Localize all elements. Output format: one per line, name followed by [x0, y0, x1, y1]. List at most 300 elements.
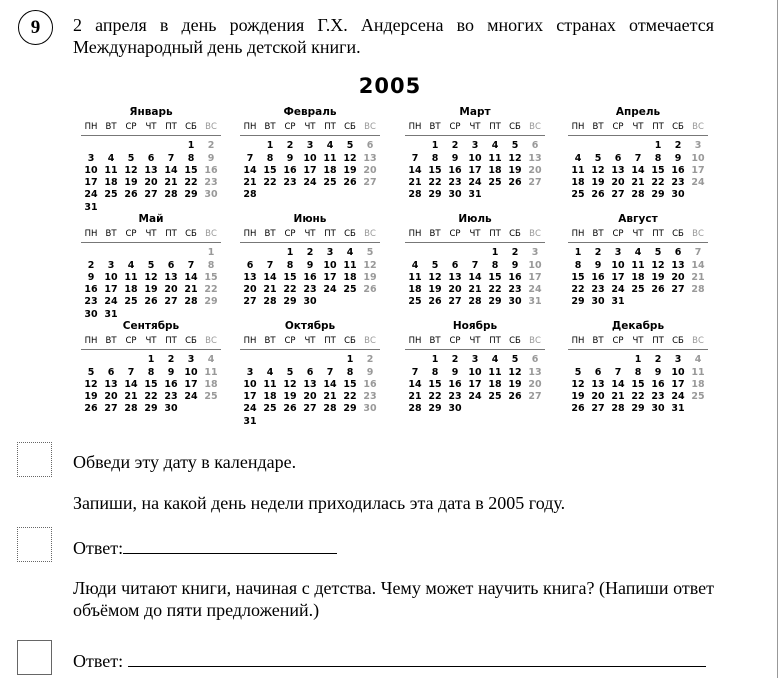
day-cell[interactable]: 16: [283, 164, 297, 176]
day-cell[interactable]: 19: [283, 391, 297, 403]
day-cell[interactable]: 22: [283, 284, 297, 296]
day-cell[interactable]: 5: [511, 140, 519, 152]
day-cell[interactable]: 15: [144, 378, 158, 390]
day-cell[interactable]: 29: [651, 189, 665, 201]
day-cell[interactable]: 23: [164, 391, 178, 403]
day-cell[interactable]: 22: [204, 284, 218, 296]
day-cell[interactable]: 11: [488, 152, 502, 164]
day-cell[interactable]: 19: [343, 164, 357, 176]
day-cell[interactable]: 4: [346, 247, 354, 259]
day-cell[interactable]: 24: [671, 391, 685, 403]
day-cell[interactable]: 6: [614, 152, 622, 164]
day-cell[interactable]: 24: [84, 189, 98, 201]
day-cell[interactable]: 26: [651, 284, 665, 296]
day-cell[interactable]: 17: [243, 391, 257, 403]
day-cell[interactable]: 14: [631, 164, 645, 176]
day-cell[interactable]: 15: [488, 271, 502, 283]
day-cell[interactable]: 9: [451, 152, 459, 164]
day-cell[interactable]: 8: [187, 152, 195, 164]
day-cell[interactable]: 25: [488, 391, 502, 403]
day-cell[interactable]: 21: [408, 177, 422, 189]
day-cell[interactable]: 12: [508, 152, 522, 164]
day-cell[interactable]: 24: [323, 284, 337, 296]
day-cell[interactable]: 24: [468, 177, 482, 189]
day-cell[interactable]: 6: [531, 354, 539, 366]
day-cell[interactable]: 30: [671, 189, 685, 201]
day-cell[interactable]: 5: [574, 366, 582, 378]
day-cell[interactable]: 20: [363, 164, 377, 176]
day-cell[interactable]: 29: [488, 296, 502, 308]
day-cell[interactable]: 31: [243, 415, 257, 427]
day-cell[interactable]: 31: [611, 296, 625, 308]
day-cell[interactable]: 20: [104, 391, 118, 403]
day-cell[interactable]: 2: [451, 140, 459, 152]
day-cell[interactable]: 28: [611, 403, 625, 415]
day-cell[interactable]: 6: [246, 259, 254, 271]
day-cell[interactable]: 5: [511, 354, 519, 366]
day-cell[interactable]: 17: [611, 271, 625, 283]
day-cell[interactable]: 28: [323, 403, 337, 415]
day-cell[interactable]: 27: [144, 189, 158, 201]
day-cell[interactable]: 8: [266, 152, 274, 164]
day-cell[interactable]: 17: [323, 271, 337, 283]
day-cell[interactable]: 13: [243, 271, 257, 283]
day-cell[interactable]: 14: [468, 271, 482, 283]
day-cell[interactable]: 16: [84, 284, 98, 296]
day-cell[interactable]: 19: [508, 164, 522, 176]
day-cell[interactable]: 17: [104, 284, 118, 296]
day-cell[interactable]: 31: [104, 308, 118, 320]
day-cell[interactable]: 27: [671, 284, 685, 296]
day-cell[interactable]: 23: [363, 391, 377, 403]
day-cell[interactable]: 1: [491, 247, 499, 259]
day-cell[interactable]: 10: [104, 271, 118, 283]
day-cell[interactable]: 19: [124, 177, 138, 189]
day-cell[interactable]: 4: [266, 366, 274, 378]
day-cell[interactable]: 3: [694, 140, 702, 152]
day-cell[interactable]: 29: [631, 403, 645, 415]
day-cell[interactable]: 3: [246, 366, 254, 378]
day-cell[interactable]: 21: [124, 391, 138, 403]
day-cell[interactable]: 21: [631, 177, 645, 189]
day-cell[interactable]: 14: [408, 378, 422, 390]
day-cell[interactable]: 13: [591, 378, 605, 390]
day-cell[interactable]: 17: [303, 164, 317, 176]
day-cell[interactable]: 29: [343, 403, 357, 415]
day-cell[interactable]: 22: [428, 177, 442, 189]
day-cell[interactable]: 22: [651, 177, 665, 189]
day-cell[interactable]: 20: [611, 177, 625, 189]
day-cell[interactable]: 1: [574, 247, 582, 259]
day-cell[interactable]: 14: [408, 164, 422, 176]
day-cell[interactable]: 14: [263, 271, 277, 283]
day-cell[interactable]: 6: [306, 366, 314, 378]
day-cell[interactable]: 11: [631, 259, 645, 271]
day-cell[interactable]: 8: [431, 152, 439, 164]
day-cell[interactable]: 24: [243, 403, 257, 415]
day-cell[interactable]: 31: [84, 201, 98, 213]
day-cell[interactable]: 12: [84, 378, 98, 390]
day-cell[interactable]: 18: [204, 378, 218, 390]
day-cell[interactable]: 2: [306, 247, 314, 259]
day-cell[interactable]: 10: [323, 259, 337, 271]
day-cell[interactable]: 19: [84, 391, 98, 403]
day-cell[interactable]: 8: [431, 366, 439, 378]
day-cell[interactable]: 23: [508, 284, 522, 296]
day-cell[interactable]: 25: [104, 189, 118, 201]
day-cell[interactable]: 25: [124, 296, 138, 308]
day-cell[interactable]: 30: [204, 189, 218, 201]
day-cell[interactable]: 28: [243, 189, 257, 201]
day-cell[interactable]: 8: [634, 366, 642, 378]
day-cell[interactable]: 27: [303, 403, 317, 415]
day-cell[interactable]: 21: [243, 177, 257, 189]
day-cell[interactable]: 10: [468, 152, 482, 164]
day-cell[interactable]: 5: [147, 259, 155, 271]
day-cell[interactable]: 30: [448, 189, 462, 201]
day-cell[interactable]: 25: [631, 284, 645, 296]
day-cell[interactable]: 2: [511, 247, 519, 259]
day-cell[interactable]: 13: [164, 271, 178, 283]
day-cell[interactable]: 16: [448, 378, 462, 390]
day-cell[interactable]: 22: [631, 391, 645, 403]
day-cell[interactable]: 15: [428, 378, 442, 390]
day-cell[interactable]: 23: [651, 391, 665, 403]
day-cell[interactable]: 28: [631, 189, 645, 201]
day-cell[interactable]: 29: [184, 189, 198, 201]
day-cell[interactable]: 10: [468, 366, 482, 378]
day-cell[interactable]: 13: [303, 378, 317, 390]
day-cell[interactable]: 21: [611, 391, 625, 403]
day-cell[interactable]: 18: [488, 164, 502, 176]
day-cell[interactable]: 29: [144, 403, 158, 415]
day-cell[interactable]: 15: [184, 164, 198, 176]
day-cell[interactable]: 6: [594, 366, 602, 378]
day-cell[interactable]: 7: [411, 366, 419, 378]
day-cell[interactable]: 10: [243, 378, 257, 390]
day-cell[interactable]: 30: [164, 403, 178, 415]
day-cell[interactable]: 18: [571, 177, 585, 189]
day-cell[interactable]: 27: [243, 296, 257, 308]
day-cell[interactable]: 2: [366, 354, 374, 366]
day-cell[interactable]: 10: [611, 259, 625, 271]
day-cell[interactable]: 9: [167, 366, 175, 378]
day-cell[interactable]: 10: [184, 366, 198, 378]
day-cell[interactable]: 30: [651, 403, 665, 415]
day-cell[interactable]: 25: [488, 177, 502, 189]
day-cell[interactable]: 2: [286, 140, 294, 152]
day-cell[interactable]: 2: [451, 354, 459, 366]
day-cell[interactable]: 15: [428, 164, 442, 176]
day-cell[interactable]: 9: [286, 152, 294, 164]
day-cell[interactable]: 7: [266, 259, 274, 271]
day-cell[interactable]: 14: [184, 271, 198, 283]
day-cell[interactable]: 11: [408, 271, 422, 283]
day-cell[interactable]: 14: [691, 259, 705, 271]
day-cell[interactable]: 19: [363, 271, 377, 283]
day-cell[interactable]: 3: [107, 259, 115, 271]
day-cell[interactable]: 28: [408, 403, 422, 415]
day-cell[interactable]: 8: [346, 366, 354, 378]
day-cell[interactable]: 7: [326, 366, 334, 378]
day-cell[interactable]: 22: [144, 391, 158, 403]
day-cell[interactable]: 18: [323, 164, 337, 176]
day-cell[interactable]: 28: [408, 189, 422, 201]
day-cell[interactable]: 11: [323, 152, 337, 164]
day-cell[interactable]: 18: [691, 378, 705, 390]
day-cell[interactable]: 16: [671, 164, 685, 176]
day-cell[interactable]: 16: [164, 378, 178, 390]
day-cell[interactable]: 22: [343, 391, 357, 403]
day-cell[interactable]: 13: [528, 366, 542, 378]
day-cell[interactable]: 11: [488, 366, 502, 378]
day-cell[interactable]: 3: [614, 247, 622, 259]
day-cell[interactable]: 24: [303, 177, 317, 189]
day-cell[interactable]: 4: [491, 140, 499, 152]
day-cell[interactable]: 20: [671, 271, 685, 283]
day-cell[interactable]: 2: [674, 140, 682, 152]
day-cell[interactable]: 8: [574, 259, 582, 271]
day-cell[interactable]: 18: [104, 177, 118, 189]
day-cell[interactable]: 7: [614, 366, 622, 378]
day-cell[interactable]: 17: [528, 271, 542, 283]
day-cell[interactable]: 19: [144, 284, 158, 296]
day-cell[interactable]: 4: [574, 152, 582, 164]
day-cell[interactable]: 22: [184, 177, 198, 189]
day-cell[interactable]: 18: [263, 391, 277, 403]
day-cell[interactable]: 27: [104, 403, 118, 415]
day-cell[interactable]: 6: [531, 140, 539, 152]
day-cell[interactable]: 15: [204, 271, 218, 283]
day-cell[interactable]: 9: [594, 259, 602, 271]
day-cell[interactable]: 31: [671, 403, 685, 415]
day-cell[interactable]: 26: [283, 403, 297, 415]
day-cell[interactable]: 16: [508, 271, 522, 283]
day-cell[interactable]: 12: [651, 259, 665, 271]
day-cell[interactable]: 11: [343, 259, 357, 271]
day-cell[interactable]: 23: [84, 296, 98, 308]
day-cell[interactable]: 12: [124, 164, 138, 176]
day-cell[interactable]: 4: [411, 259, 419, 271]
answer-field-2[interactable]: [128, 649, 706, 667]
day-cell[interactable]: 28: [263, 296, 277, 308]
day-cell[interactable]: 8: [491, 259, 499, 271]
day-cell[interactable]: 1: [431, 140, 439, 152]
day-cell[interactable]: 22: [263, 177, 277, 189]
day-cell[interactable]: 17: [671, 378, 685, 390]
day-cell[interactable]: 9: [87, 271, 95, 283]
day-cell[interactable]: 22: [571, 284, 585, 296]
day-cell[interactable]: 24: [184, 391, 198, 403]
day-cell[interactable]: 8: [654, 152, 662, 164]
day-cell[interactable]: 27: [448, 296, 462, 308]
day-cell[interactable]: 7: [167, 152, 175, 164]
day-cell[interactable]: 21: [691, 271, 705, 283]
day-cell[interactable]: 14: [323, 378, 337, 390]
day-cell[interactable]: 30: [303, 296, 317, 308]
day-cell[interactable]: 20: [528, 164, 542, 176]
day-cell[interactable]: 12: [591, 164, 605, 176]
day-cell[interactable]: 2: [207, 140, 215, 152]
day-cell[interactable]: 1: [346, 354, 354, 366]
day-cell[interactable]: 14: [124, 378, 138, 390]
day-cell[interactable]: 1: [187, 140, 195, 152]
day-cell[interactable]: 18: [488, 378, 502, 390]
day-cell[interactable]: 15: [283, 271, 297, 283]
day-cell[interactable]: 26: [591, 189, 605, 201]
day-cell[interactable]: 11: [124, 271, 138, 283]
day-cell[interactable]: 16: [448, 164, 462, 176]
day-cell[interactable]: 16: [651, 378, 665, 390]
day-cell[interactable]: 29: [204, 296, 218, 308]
day-cell[interactable]: 28: [124, 403, 138, 415]
day-cell[interactable]: 9: [511, 259, 519, 271]
day-cell[interactable]: 20: [528, 378, 542, 390]
day-cell[interactable]: 26: [84, 403, 98, 415]
day-cell[interactable]: 28: [468, 296, 482, 308]
day-cell[interactable]: 20: [164, 284, 178, 296]
answer-field-1[interactable]: [123, 536, 337, 554]
day-cell[interactable]: 1: [266, 140, 274, 152]
day-cell[interactable]: 13: [144, 164, 158, 176]
day-cell[interactable]: 10: [84, 164, 98, 176]
day-cell[interactable]: 8: [207, 259, 215, 271]
day-cell[interactable]: 21: [468, 284, 482, 296]
day-cell[interactable]: 29: [283, 296, 297, 308]
day-cell[interactable]: 7: [127, 366, 135, 378]
day-cell[interactable]: 9: [451, 366, 459, 378]
day-cell[interactable]: 27: [528, 391, 542, 403]
day-cell[interactable]: 7: [246, 152, 254, 164]
day-cell[interactable]: 20: [448, 284, 462, 296]
day-cell[interactable]: 16: [303, 271, 317, 283]
day-cell[interactable]: 3: [531, 247, 539, 259]
day-cell[interactable]: 3: [306, 140, 314, 152]
day-cell[interactable]: 25: [408, 296, 422, 308]
day-cell[interactable]: 10: [691, 152, 705, 164]
day-cell[interactable]: 27: [528, 177, 542, 189]
day-cell[interactable]: 29: [428, 403, 442, 415]
day-cell[interactable]: 10: [671, 366, 685, 378]
day-cell[interactable]: 1: [634, 354, 642, 366]
day-cell[interactable]: 9: [674, 152, 682, 164]
day-cell[interactable]: 20: [303, 391, 317, 403]
day-cell[interactable]: 2: [87, 259, 95, 271]
day-cell[interactable]: 23: [448, 391, 462, 403]
day-cell[interactable]: 11: [104, 164, 118, 176]
day-cell[interactable]: 24: [104, 296, 118, 308]
day-cell[interactable]: 27: [363, 177, 377, 189]
day-cell[interactable]: 5: [594, 152, 602, 164]
day-cell[interactable]: 23: [591, 284, 605, 296]
day-cell[interactable]: 19: [591, 177, 605, 189]
day-cell[interactable]: 9: [207, 152, 215, 164]
day-cell[interactable]: 6: [147, 152, 155, 164]
day-cell[interactable]: 15: [263, 164, 277, 176]
day-cell[interactable]: 5: [127, 152, 135, 164]
day-cell[interactable]: 28: [691, 284, 705, 296]
day-cell[interactable]: 12: [428, 271, 442, 283]
day-cell[interactable]: 3: [674, 354, 682, 366]
day-cell[interactable]: 12: [363, 259, 377, 271]
day-cell[interactable]: 9: [654, 366, 662, 378]
day-cell[interactable]: 26: [124, 189, 138, 201]
day-cell[interactable]: 21: [164, 177, 178, 189]
day-cell[interactable]: 13: [611, 164, 625, 176]
day-cell[interactable]: 22: [428, 391, 442, 403]
day-cell[interactable]: 2: [167, 354, 175, 366]
day-cell[interactable]: 9: [366, 366, 374, 378]
day-cell[interactable]: 13: [528, 152, 542, 164]
day-cell[interactable]: 1: [431, 354, 439, 366]
day-cell[interactable]: 19: [508, 378, 522, 390]
day-cell[interactable]: 27: [164, 296, 178, 308]
day-cell[interactable]: 20: [144, 177, 158, 189]
day-cell[interactable]: 12: [571, 378, 585, 390]
day-cell[interactable]: 28: [184, 296, 198, 308]
day-cell[interactable]: 12: [144, 271, 158, 283]
day-cell[interactable]: 1: [654, 140, 662, 152]
day-cell[interactable]: 14: [243, 164, 257, 176]
day-cell[interactable]: 23: [448, 177, 462, 189]
day-cell[interactable]: 26: [428, 296, 442, 308]
day-cell[interactable]: 5: [431, 259, 439, 271]
day-cell[interactable]: 6: [674, 247, 682, 259]
day-cell[interactable]: 31: [528, 296, 542, 308]
day-cell[interactable]: 7: [634, 152, 642, 164]
day-cell[interactable]: 7: [471, 259, 479, 271]
day-cell[interactable]: 15: [651, 164, 665, 176]
day-cell[interactable]: 25: [571, 189, 585, 201]
day-cell[interactable]: 23: [204, 177, 218, 189]
day-cell[interactable]: 12: [343, 152, 357, 164]
day-cell[interactable]: 15: [343, 378, 357, 390]
day-cell[interactable]: 3: [87, 152, 95, 164]
day-cell[interactable]: 6: [366, 140, 374, 152]
day-cell[interactable]: 19: [651, 271, 665, 283]
day-cell[interactable]: 20: [243, 284, 257, 296]
day-cell[interactable]: 19: [571, 391, 585, 403]
day-cell[interactable]: 1: [207, 247, 215, 259]
day-cell[interactable]: 17: [84, 177, 98, 189]
day-cell[interactable]: 5: [286, 366, 294, 378]
day-cell[interactable]: 17: [468, 164, 482, 176]
day-cell[interactable]: 30: [84, 308, 98, 320]
day-cell[interactable]: 21: [263, 284, 277, 296]
day-cell[interactable]: 25: [343, 284, 357, 296]
day-cell[interactable]: 15: [631, 378, 645, 390]
day-cell[interactable]: 14: [611, 378, 625, 390]
day-cell[interactable]: 24: [528, 284, 542, 296]
day-cell[interactable]: 17: [184, 378, 198, 390]
day-cell[interactable]: 16: [204, 164, 218, 176]
day-cell[interactable]: 6: [167, 259, 175, 271]
day-cell[interactable]: 4: [634, 247, 642, 259]
day-cell[interactable]: 3: [326, 247, 334, 259]
day-cell[interactable]: 26: [144, 296, 158, 308]
day-cell[interactable]: 19: [428, 284, 442, 296]
day-cell[interactable]: 3: [187, 354, 195, 366]
day-cell[interactable]: 29: [428, 189, 442, 201]
day-cell[interactable]: 30: [591, 296, 605, 308]
day-cell[interactable]: 2: [654, 354, 662, 366]
day-cell[interactable]: 20: [591, 391, 605, 403]
day-cell[interactable]: 26: [571, 403, 585, 415]
day-cell[interactable]: 24: [611, 284, 625, 296]
day-cell[interactable]: 12: [508, 366, 522, 378]
day-cell[interactable]: 1: [286, 247, 294, 259]
day-cell[interactable]: 28: [164, 189, 178, 201]
